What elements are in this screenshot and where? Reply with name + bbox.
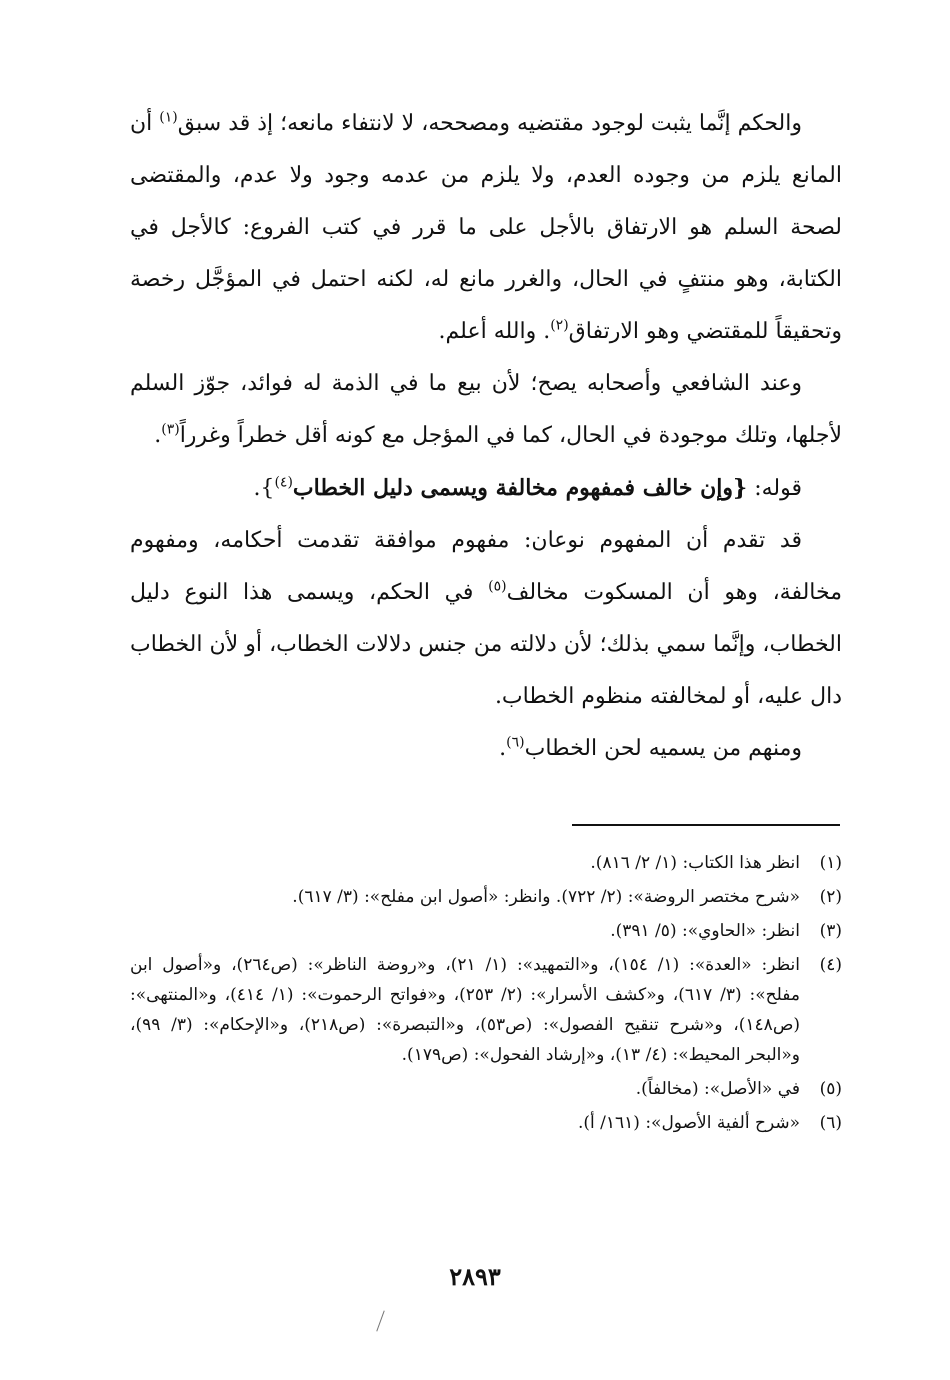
footnote-number: (٤) [819,955,842,975]
footnote-item [130,1074,842,1104]
footnote-ref-5[interactable]: (٥) [488,578,507,595]
quote-close: }. [253,476,275,501]
stray-pen-mark [376,1310,384,1331]
footnotes-section [130,848,842,1142]
footnote-item [130,1108,842,1138]
paragraph-shafii [130,358,842,462]
footnote-ref-2[interactable]: (٢) [550,317,569,334]
paragraph-shafii-end: . [154,423,162,448]
paragraph-ruling [130,98,842,358]
footnote-item [130,950,842,1070]
quote-intro: قوله: [747,476,802,501]
paragraph-ruling-cont: أن المانع يلزم من وجوده العدم، ولا يلزم من عدمه وجود ولا عدم، والمقتضى لصحة السلم هو الارتفاق بالأجل على ما قرر في كتب الفروع: كالأجل في الكتابة، وهو منتفٍ في الحال، والغرر مانع له، لكنه احتمل في المؤجَّل رخصة وتحقيقاً للمقتضي وهو الارتفاق [130,111,842,344]
paragraph-lahn-end: . [499,736,507,761]
footnote-ref-3[interactable]: (٣) [161,421,180,438]
footnote-ref-1[interactable]: (١) [159,109,178,126]
footnote-ref-4[interactable]: (٤) [274,474,293,491]
paragraph-mafhum-cont: في الحكم، ويسمى هذا النوع دليل الخطاب، وإنَّما سمي بذلك؛ لأن دلالته من جنس دلالات الخطاب، أو لأن الخطاب دال عليه، أو لمخالفته منظوم الخطاب. [130,580,842,709]
footnote-ref-6[interactable]: (٦) [506,734,525,751]
paragraph-ruling-end: . والله أعلم. [438,319,551,344]
main-text [130,98,842,775]
footnote-text: في «الأصل»: (مخالفاً). [635,1079,800,1099]
footnote-number: (٢) [819,887,842,907]
footnote-item [130,848,842,878]
paragraph-shafii-text: وعند الشافعي وأصحابه يصح؛ لأن بيع ما في الذمة له فوائد، جوّز السلم لأجلها، وتلك موجودة في الحال، كما في المؤجل مع كونه أقل خطراً وغرراً [130,371,842,448]
paragraph-lahn-text: ومنهم من يسميه لحن الخطاب [524,736,802,761]
paragraph-mafhum-text: قد تقدم أن المفهوم نوعان: مفهوم موافقة تقدمت أحكامه، ومفهوم مخالفة، وهو أن المسكوت مخالف [130,528,842,605]
footnote-number: (٦) [819,1113,842,1133]
paragraph-mafhum [130,515,842,723]
footnote-text: انظر: «العدة»: (١/ ١٥٤)، و«التمهيد»: (١/ ٢١)، و«روضة الناظر»: (ص٢٦٤)، و«أصول ابن مفلح»: (٣/ ٦١٧)، و«كشف الأسرار»: (٢/ ٢٥٣)، و«فواتح الرحموت»: (١/ ٤١٤)، و«المنتهى»: (ص١٤٨)، و«شرح تنقيح الفصول»: (ص٥٣)، و«التبصرة»: (ص٢١٨)، و«الإحكام»: (٣/ ٩٩)، و«البحر المحيط»: (٤/ ١٣)، و«إرشاد الفحول»: (ص١٧٩). [130,955,801,1065]
quote-text: {وإن خالف فمفهوم مخالفة ويسمى دليل الخطاب [292,475,748,501]
page-number: ٢٨٩٣ [449,1262,501,1291]
footnote-text: «شرح مختصر الروضة»: (٢/ ٧٢٢). وانظر: «أصول ابن مفلح»: (٣/ ٦١٧). [292,887,800,907]
paragraph-lahn [130,723,842,775]
footnote-number: (٥) [819,1079,842,1099]
footnote-number: (١) [819,853,842,873]
footnote-item [130,882,842,912]
paragraph-quote [130,462,842,515]
footnote-text: انظر هذا الكتاب: (١/ ٢/ ٨١٦). [590,853,800,873]
footnote-divider [572,824,840,826]
paragraph-ruling-text: والحكم إنَّما يثبت لوجود مقتضيه ومصححه، لا لانتفاء مانعه؛ إذ قد سبق [177,111,802,136]
footnote-number: (٣) [819,921,842,941]
footnote-text: انظر: «الحاوي»: (٥/ ٣٩١). [610,921,800,941]
footnote-text: «شرح ألفية الأصول»: (١٦١/ أ). [577,1113,800,1133]
footnote-item [130,916,842,946]
